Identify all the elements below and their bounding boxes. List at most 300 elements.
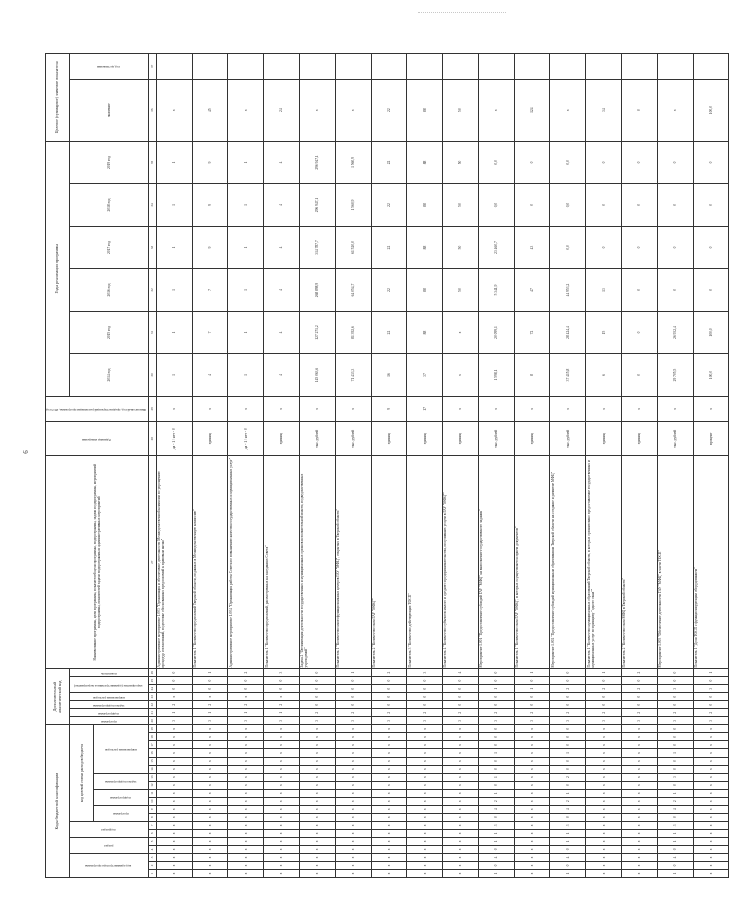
fin-year-value: x: [335, 396, 371, 421]
year-value: 4: [192, 354, 228, 397]
code-cell: 0: [478, 693, 514, 701]
table-row: [693, 54, 729, 878]
year-value: 1 560,9: [335, 141, 371, 184]
code-cell: x: [514, 733, 550, 741]
target-value: x: [335, 79, 371, 141]
code-cell: 0: [371, 685, 407, 693]
column-number: 25: [149, 677, 157, 685]
code-cell: 1: [550, 749, 586, 757]
code-cell: x: [586, 821, 622, 829]
code-cell: x: [264, 861, 300, 869]
target-value: x: [478, 79, 514, 141]
year-value: 0: [621, 141, 657, 184]
code-cell: 3: [407, 669, 443, 677]
code-cell: 2: [264, 701, 300, 709]
code-cell: x: [371, 733, 407, 741]
table-row: [657, 54, 693, 878]
code-cell: 0: [657, 813, 693, 821]
code-cell: 4: [550, 853, 586, 861]
year-value: 0: [621, 354, 657, 397]
code-cell: x: [621, 861, 657, 869]
row-name: Показатель 2 "Количество окон ГАУ "МФЦ"": [371, 456, 407, 669]
code-cell: 1: [478, 749, 514, 757]
code-cell: x: [443, 845, 479, 853]
year-value: 0: [621, 269, 657, 312]
code-cell: 3: [478, 717, 514, 725]
code-cell: x: [586, 789, 622, 797]
code-cell: 1: [478, 773, 514, 781]
column-number: 27: [149, 456, 157, 669]
code-cell: 4: [443, 669, 479, 677]
fin-year-value: x: [586, 396, 622, 421]
year-value: 44 953,2: [550, 269, 586, 312]
code-cell: x: [371, 741, 407, 749]
code-cell: x: [443, 741, 479, 749]
code-cell: x: [693, 749, 729, 757]
code-cell: 3: [478, 821, 514, 829]
code-cell: x: [228, 757, 264, 765]
row-unit: да - 1 / нет - 0: [228, 422, 264, 456]
year-value: 0: [657, 141, 693, 184]
row-unit: тыс. рублей: [299, 422, 335, 456]
code-cell: x: [192, 741, 228, 749]
code-cell: x: [407, 869, 443, 877]
code-cell: x: [264, 845, 300, 853]
code-cell: 0: [550, 701, 586, 709]
code-cell: 1: [657, 749, 693, 757]
name-column-header: Наименование программы, цели программы, показателей цели программы, подпрограммы, задачи подпрограммы, мероприятий подпрограммы, показателей задачи подпрограммы и административных мероприятий: [46, 456, 149, 669]
year-value: 88: [407, 184, 443, 227]
year-value: 0: [657, 184, 693, 227]
code-cell: 4: [550, 805, 586, 813]
code-cell: 0: [550, 693, 586, 701]
code-cell: 0: [657, 701, 693, 709]
table-row: [621, 54, 657, 878]
code-cell: 0: [550, 669, 586, 677]
table-header: [46, 54, 157, 878]
code-cell: x: [693, 805, 729, 813]
year-value: x: [443, 311, 479, 354]
column-number: 23: [149, 693, 157, 701]
code-cell: x: [192, 829, 228, 837]
code-cell: 0: [478, 677, 514, 685]
fin-year-value: 17: [407, 396, 443, 421]
code-cell: x: [586, 781, 622, 789]
code-cell: x: [621, 821, 657, 829]
code-cell: x: [335, 861, 371, 869]
code-cell: x: [228, 749, 264, 757]
code-cell: 3: [657, 717, 693, 725]
column-number: 19: [149, 725, 157, 733]
year-value: 0: [586, 141, 622, 184]
task-subheader: задача подпрограммы: [94, 773, 149, 789]
fin-year-value: x: [299, 396, 335, 421]
year-value: 6: [586, 354, 622, 397]
code-cell: x: [192, 821, 228, 829]
code-cell: x: [156, 693, 192, 701]
code-cell: 3: [550, 717, 586, 725]
column-number: 14: [149, 765, 157, 773]
code-cell: x: [586, 837, 622, 845]
code-cell: 0: [478, 861, 514, 869]
code-cell: 2: [550, 773, 586, 781]
target-group-header: Целевое (суммарное) значение показателя: [46, 54, 70, 142]
year-value: 81 392,6: [335, 311, 371, 354]
year-value: 22: [371, 311, 407, 354]
row-name: Показатель 1 "Доля ТОСП с функционирующим оборудованием": [693, 456, 729, 669]
code-cell: x: [192, 861, 228, 869]
code-cell: 3: [693, 685, 729, 693]
year-value: 7: [192, 269, 228, 312]
code-cell: x: [514, 821, 550, 829]
column-number: 33: [149, 226, 157, 269]
code-cell: 0: [407, 693, 443, 701]
year-value: 61 520,0: [335, 226, 371, 269]
year-value: 100,0: [693, 354, 729, 397]
code-cell: 0: [478, 757, 514, 765]
fin-year-value: x: [228, 396, 264, 421]
code-cell: x: [299, 733, 335, 741]
code-cell: 0: [299, 701, 335, 709]
code-cell: 1: [514, 685, 550, 693]
code-cell: x: [264, 789, 300, 797]
code-cell: 0: [657, 741, 693, 749]
code-cell: 0: [478, 669, 514, 677]
code-cell: x: [693, 725, 729, 733]
code-cell: x: [335, 781, 371, 789]
code-cell: x: [192, 693, 228, 701]
code-cell: x: [264, 797, 300, 805]
code-cell: x: [192, 725, 228, 733]
table-row: [586, 54, 622, 878]
year-2018-header: 2018 год: [70, 184, 149, 227]
code-cell: x: [264, 757, 300, 765]
row-unit: единиц: [192, 422, 228, 456]
subsection-header: подраздел: [70, 821, 149, 837]
code-cell: 2: [478, 709, 514, 717]
year-value: 0: [693, 226, 729, 269]
code-cell: x: [264, 765, 300, 773]
fin-year-value: 9: [371, 396, 407, 421]
code-cell: 0: [228, 677, 264, 685]
code-cell: 1: [550, 829, 586, 837]
code-cell: x: [514, 749, 550, 757]
code-cell: x: [693, 773, 729, 781]
target-value: 88: [407, 79, 443, 141]
code-cell: x: [407, 813, 443, 821]
code-cell: 0: [550, 741, 586, 749]
column-number: 29: [149, 396, 157, 421]
column-number: 1: [149, 869, 157, 877]
code-cell: x: [371, 781, 407, 789]
code-cell: x: [621, 741, 657, 749]
code-cell: x: [156, 765, 192, 773]
code-cell: x: [693, 741, 729, 749]
code-cell: x: [443, 869, 479, 877]
year-value: 127 271,2: [299, 311, 335, 354]
code-cell: x: [156, 805, 192, 813]
target-value: 22: [371, 79, 407, 141]
code-cell: x: [156, 837, 192, 845]
code-cell: 0: [407, 701, 443, 709]
code-cell: x: [264, 813, 300, 821]
code-cell: 0: [335, 685, 371, 693]
code-cell: 0: [478, 845, 514, 853]
code-cell: x: [335, 821, 371, 829]
code-cell: x: [621, 853, 657, 861]
row-name: Показатель 1 "Количество предложений Тверской области, поданных в Межведомственную комиссию": [192, 456, 228, 669]
code-cell: x: [335, 757, 371, 765]
row-unit: единиц: [371, 422, 407, 456]
code-cell: x: [228, 845, 264, 853]
code-cell: x: [335, 797, 371, 805]
year-value: 13: [586, 269, 622, 312]
code-cell: x: [156, 853, 192, 861]
table-row: [443, 54, 479, 878]
code-cell: 2: [228, 701, 264, 709]
code-cell: x: [299, 829, 335, 837]
code-cell: 0: [264, 677, 300, 685]
year-value: 26 932,4: [657, 311, 693, 354]
row-unit: единиц: [514, 422, 550, 456]
target-value: x: [299, 79, 335, 141]
activity-code-header: мероприятие (административное мероприятие): [70, 677, 149, 693]
column-number: 5: [149, 837, 157, 845]
code-cell: x: [192, 845, 228, 853]
year-value: 0,0: [550, 226, 586, 269]
fin-year-value: x: [478, 396, 514, 421]
year-2019-header: 2019 год: [70, 141, 149, 184]
code-cell: 1: [550, 869, 586, 877]
year-value: 0: [657, 269, 693, 312]
code-cell: x: [586, 805, 622, 813]
target-year: [514, 54, 550, 80]
year-value: 72: [514, 311, 550, 354]
code-cell: x: [693, 781, 729, 789]
code-cell: x: [693, 837, 729, 845]
year-value: 23 460,7: [478, 226, 514, 269]
row-unit: тыс. рублей: [657, 422, 693, 456]
code-cell: x: [443, 805, 479, 813]
code-cell: 3: [156, 717, 192, 725]
code-cell: x: [192, 805, 228, 813]
code-cell: x: [156, 797, 192, 805]
column-number: 12: [149, 781, 157, 789]
table-row: [407, 54, 443, 878]
code-cell: x: [156, 781, 192, 789]
code-cell: x: [156, 741, 192, 749]
target-year-header: год достижения: [70, 54, 149, 80]
target-value-header: значение: [70, 79, 149, 141]
code-cell: x: [621, 789, 657, 797]
code-cell: x: [621, 813, 657, 821]
code-cell: 4: [657, 805, 693, 813]
row-name: Показатель 1 "Количество окон ГАУ "МФЦ", в которых осуществляется прием документов": [514, 456, 550, 669]
code-cell: x: [443, 813, 479, 821]
row-unit: единиц: [621, 422, 657, 456]
target-value: x: [228, 79, 264, 141]
year-value: 47: [514, 269, 550, 312]
year-value: 9: [192, 141, 228, 184]
column-number: 36: [149, 79, 157, 141]
code-cell: x: [335, 829, 371, 837]
target-value: 124: [514, 79, 550, 141]
code-cell: x: [407, 821, 443, 829]
code-cell: x: [192, 765, 228, 773]
code-cell: x: [371, 813, 407, 821]
year-value: 4: [264, 354, 300, 397]
row-name: Показатель 3 "Количество действующих ТОСП": [407, 456, 443, 669]
code-cell: 0: [335, 701, 371, 709]
code-cell: x: [228, 693, 264, 701]
code-cell: 1: [586, 669, 622, 677]
code-cell: x: [228, 805, 264, 813]
fin-year-value: x: [514, 396, 550, 421]
code-cell: x: [228, 813, 264, 821]
code-cell: x: [586, 813, 622, 821]
code-cell: x: [228, 821, 264, 829]
row-unit: да - 1 / нет - 0: [156, 422, 192, 456]
code-cell: x: [228, 781, 264, 789]
code-cell: x: [693, 789, 729, 797]
code-cell: x: [299, 861, 335, 869]
code-cell: x: [693, 797, 729, 805]
code-cell: x: [371, 869, 407, 877]
target-year: [586, 54, 622, 80]
year-value: 9: [192, 184, 228, 227]
code-cell: x: [335, 813, 371, 821]
code-cell: 0: [550, 677, 586, 685]
code-cell: x: [443, 733, 479, 741]
code-cell: x: [407, 765, 443, 773]
column-number: 6: [149, 829, 157, 837]
row-unit: единиц: [407, 422, 443, 456]
row-unit: единиц: [264, 422, 300, 456]
code-cell: 3: [299, 717, 335, 725]
code-cell: x: [443, 837, 479, 845]
direction-subheader: направление расходов: [94, 725, 149, 773]
code-cell: 0: [657, 733, 693, 741]
code-cell: x: [264, 741, 300, 749]
subprogram-code-header: подпрограмма: [70, 709, 149, 717]
code-cell: x: [192, 837, 228, 845]
year-value: 4: [264, 226, 300, 269]
code-cell: x: [586, 725, 622, 733]
year-value: 37: [407, 354, 443, 397]
target-year: [335, 54, 371, 80]
year-value: 1: [156, 311, 192, 354]
code-cell: 4: [657, 853, 693, 861]
year-value: 1: [228, 269, 264, 312]
code-cell: x: [693, 853, 729, 861]
target-year: [228, 54, 264, 80]
budget-codes-header: Коды бюджетной классификации: [46, 725, 70, 878]
year-value: 100,0: [693, 311, 729, 354]
code-cell: 0: [478, 765, 514, 773]
code-cell: x: [228, 725, 264, 733]
code-cell: 1: [657, 829, 693, 837]
code-cell: x: [335, 733, 371, 741]
year-value: 0: [586, 184, 622, 227]
code-cell: 0: [621, 693, 657, 701]
code-cell: 2: [657, 797, 693, 805]
code-cell: 2: [371, 669, 407, 677]
code-cell: 2: [550, 709, 586, 717]
year-value: 4: [264, 269, 300, 312]
column-number: 18: [149, 733, 157, 741]
target-year: [478, 54, 514, 80]
code-cell: x: [514, 805, 550, 813]
code-cell: x: [299, 789, 335, 797]
year-value: 50: [443, 269, 479, 312]
table-row: [478, 54, 514, 878]
code-cell: x: [299, 741, 335, 749]
code-cell: x: [586, 797, 622, 805]
code-cell: x: [299, 781, 335, 789]
indicator-code-header: показатель: [70, 669, 149, 677]
code-cell: x: [621, 773, 657, 781]
code-cell: x: [156, 821, 192, 829]
target-year: [371, 54, 407, 80]
target-value: 100,0: [693, 79, 729, 141]
code-cell: 0: [264, 685, 300, 693]
column-number: 22: [149, 701, 157, 709]
code-cell: x: [192, 797, 228, 805]
code-cell: x: [693, 829, 729, 837]
code-cell: 2: [514, 709, 550, 717]
row-name: Административное мероприятие 1.003 "Организация и обеспечение деятельности Межведомственной комиссии по упрощению процедур согласований, подготовке обоснованных предложений к правовым актам": [156, 456, 192, 669]
code-cell: 2: [586, 685, 622, 693]
code-cell: 2: [657, 709, 693, 717]
code-cell: x: [621, 725, 657, 733]
code-cell: x: [299, 805, 335, 813]
code-cell: x: [371, 829, 407, 837]
code-cell: x: [192, 869, 228, 877]
code-cell: x: [192, 789, 228, 797]
code-cell: x: [299, 749, 335, 757]
code-cell: 0: [621, 677, 657, 685]
code-cell: x: [335, 773, 371, 781]
row-unit: единиц: [443, 422, 479, 456]
code-cell: x: [228, 741, 264, 749]
column-number: 20: [149, 717, 157, 725]
code-cell: 3: [657, 821, 693, 829]
program-code-header: программа: [70, 717, 149, 725]
code-cell: x: [371, 861, 407, 869]
table-row: [550, 54, 586, 878]
rotated-sheet: [45, 53, 713, 878]
code-cell: 2: [335, 709, 371, 717]
code-cell: 2: [586, 709, 622, 717]
year-value: 88: [407, 269, 443, 312]
year-value: 50: [443, 184, 479, 227]
table-row: [228, 54, 264, 878]
fin-year-value: x: [192, 396, 228, 421]
year-value: 1: [156, 141, 192, 184]
code-cell: x: [514, 845, 550, 853]
code-cell: x: [228, 797, 264, 805]
code-cell: x: [514, 853, 550, 861]
code-cell: 0: [335, 693, 371, 701]
code-cell: x: [228, 733, 264, 741]
year-2016-header: 2016 год: [70, 269, 149, 312]
column-number: 35: [149, 141, 157, 184]
fin-year-value: x: [264, 396, 300, 421]
code-cell: x: [299, 821, 335, 829]
code-cell: x: [228, 773, 264, 781]
code-cell: x: [586, 765, 622, 773]
code-cell: x: [586, 733, 622, 741]
